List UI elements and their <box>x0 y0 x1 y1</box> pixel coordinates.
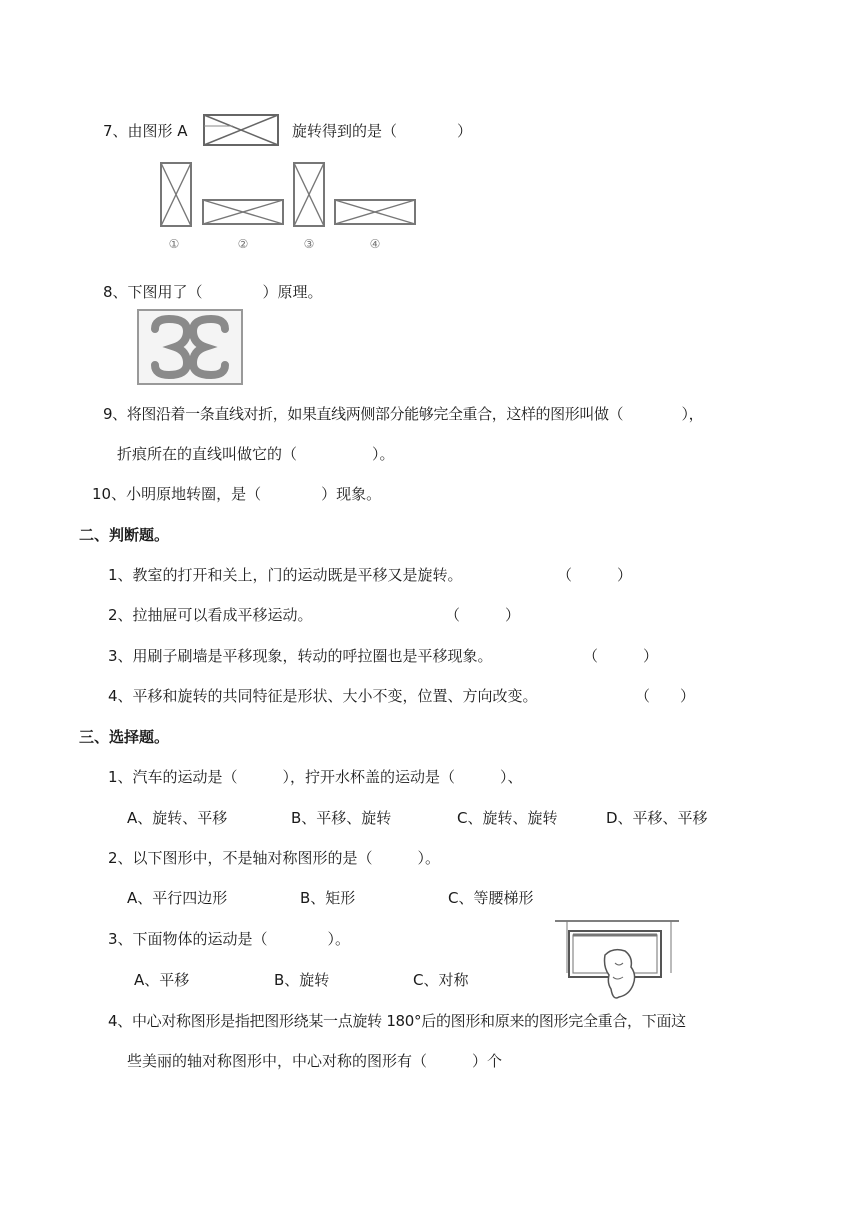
s2-item-1-text: 1、教室的打开和关上，门的运动既是平移又是旋转。 <box>108 566 463 584</box>
section3-heading: 三、选择题。 <box>79 728 170 746</box>
q10-text: 10、小明原地转圈，是（ ）现象。 <box>92 485 382 503</box>
s3-q1-option-c: C、旋转、旋转 <box>457 809 558 827</box>
s3-q4-line2: 些美丽的轴对称图形中，中心对称的图形有（ ）个 <box>127 1052 503 1070</box>
section2-heading: 二、判断题。 <box>79 526 170 544</box>
s2-item-2-text: 2、拉抽屉可以看成平移运动。 <box>108 606 313 624</box>
s3-q3-option-b: B、旋转 <box>274 971 330 989</box>
symmetry-figure <box>137 309 243 385</box>
q7-option-3-label: ③ <box>303 237 315 251</box>
s3-q3-option-a: A、平移 <box>134 971 190 989</box>
q9-line1: 9、将图沿着一条直线对折，如果直线两侧部分能够完全重合，这样的图形叫做（ ）， <box>103 405 704 423</box>
s2-item-2-bracket: （ ） <box>445 606 521 624</box>
s2-item-3-text: 3、用刷子刷墙是平移现象，转动的呼拉圈也是平移现象。 <box>108 647 493 665</box>
s3-q2-text: 2、以下图形中，不是轴对称图形的是（ ）。 <box>108 849 441 867</box>
drawer-pull-illustration <box>553 917 681 1003</box>
q8-text: 8、下图用了（ ）原理。 <box>103 283 323 301</box>
q7-text-after: 旋转得到的是（ ） <box>292 122 473 140</box>
figure-a-rectangle <box>203 114 279 146</box>
s3-q4-line1: 4、中心对称图形是指把图形绕某一点旋转 180°后的图形和原来的图形完全重合，下面这 <box>108 1012 686 1030</box>
s3-q2-option-a: A、平行四边形 <box>127 889 228 907</box>
s3-q1-option-b: B、平移、旋转 <box>291 809 392 827</box>
s3-q3-text: 3、下面物体的运动是（ ）。 <box>108 930 351 948</box>
q7-option-1-label: ① <box>168 237 180 251</box>
s3-q3-option-c: C、对称 <box>413 971 469 989</box>
s3-q1-option-d: D、平移、平移 <box>606 809 708 827</box>
s2-item-1-bracket: （ ） <box>557 566 633 584</box>
q7-option-4-label: ④ <box>369 237 381 251</box>
s2-item-3-bracket: （ ） <box>583 647 659 665</box>
s2-item-4-text: 4、平移和旋转的共同特征是形状、大小不变，位置、方向改变。 <box>108 687 538 705</box>
s3-q1-option-a: A、旋转、平移 <box>127 809 228 827</box>
s2-item-4-bracket: （ ） <box>635 687 696 705</box>
q7-option-figures <box>158 160 420 256</box>
q7-text-before: 7、由图形 A <box>103 122 188 140</box>
s3-q1-text: 1、汽车的运动是（ ），拧开水杯盖的运动是（ ）、 <box>108 768 523 786</box>
s3-q2-option-c: C、等腰梯形 <box>448 889 534 907</box>
s3-q2-option-b: B、矩形 <box>300 889 356 907</box>
q9-line2: 折痕所在的直线叫做它的（ ）。 <box>117 445 395 463</box>
q7-option-2-label: ② <box>237 237 249 251</box>
